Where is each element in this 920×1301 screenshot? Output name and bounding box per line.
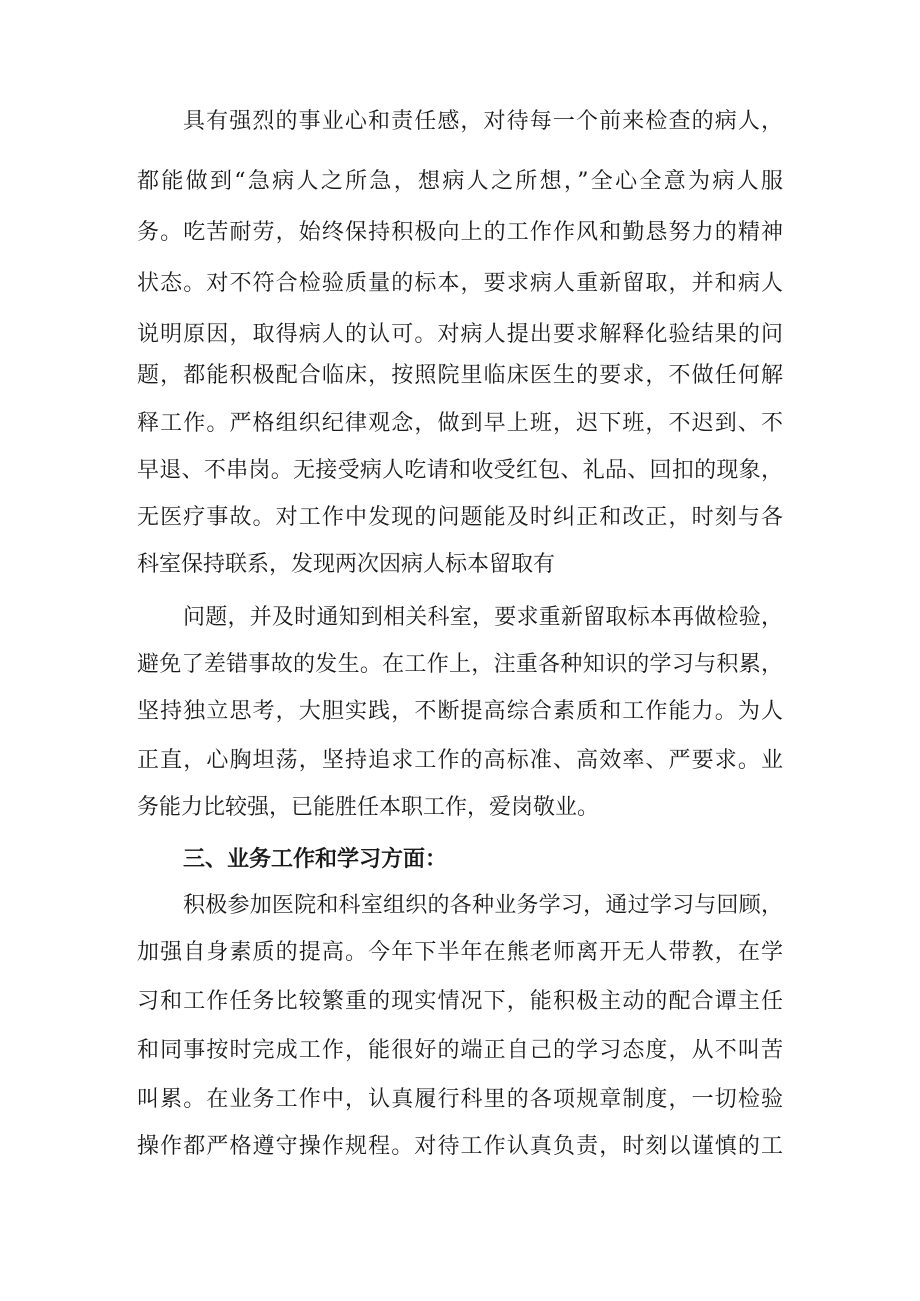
paragraph-2-line-4 bbox=[0, 741, 920, 781]
text-line: 状态。对不符合检验质量的标本，要求病人重新留取，并和病人 bbox=[137, 271, 785, 296]
paragraph-1-line-1 bbox=[0, 102, 920, 142]
text-line: 题，都能积极配合临床，按照院里临床医生的要求，不做任何解 bbox=[137, 363, 785, 388]
text-line: 习和工作任务比较繁重的现实情况下，能积极主动的配合谭主任 bbox=[137, 989, 785, 1014]
paragraph-3-line-4 bbox=[0, 1031, 920, 1071]
paragraph-3-line-1 bbox=[0, 886, 920, 926]
paragraph-1-line-10 bbox=[0, 545, 920, 585]
section-heading bbox=[0, 839, 920, 879]
text-line: 无医疗事故。对工作中发现的问题能及时纠正和改正，时刻与各 bbox=[137, 505, 785, 530]
text-line: 具有强烈的事业心和责任感，对待每一个前来检查的病人， bbox=[183, 109, 785, 134]
text-line: 坚持独立思考，大胆实践，不断提高综合素质和工作能力。为人 bbox=[137, 699, 785, 724]
paragraph-3-line-2 bbox=[0, 933, 920, 973]
section-heading-text: 三、业务工作和学习方面： bbox=[183, 846, 448, 872]
text-line: 正直，心胸坦荡，坚持追求工作的高标准、高效率、严要求。业 bbox=[137, 748, 785, 773]
paragraph-1-line-9 bbox=[0, 498, 920, 538]
paragraph-2-line-2 bbox=[0, 645, 920, 685]
paragraph-2-line-3 bbox=[0, 692, 920, 732]
paragraph-3-line-3 bbox=[0, 982, 920, 1022]
text-line: 问题，并及时通知到相关科室，要求重新留取标本再做检验， bbox=[183, 605, 784, 630]
paragraph-2-line-5 bbox=[0, 788, 920, 828]
text-line: 和同事按时完成工作，能很好的端正自己的学习态度，从不叫苦 bbox=[137, 1038, 785, 1063]
paragraph-2-line-1 bbox=[0, 598, 920, 638]
paragraph-1-line-5 bbox=[0, 315, 920, 355]
text-line: 释工作。严格组织纪律观念，做到早上班，迟下班，不迟到、不 bbox=[137, 411, 785, 436]
text-line: 务。吃苦耐劳，始终保持积极向上的工作作风和勤恳努力的精神 bbox=[137, 220, 785, 245]
text-line: 都能做到“急病人之所急，想病人之所想，”全心全意为病人服 bbox=[137, 169, 786, 194]
text-line: 科室保持联系，发现两次因病人标本留取有 bbox=[137, 552, 556, 577]
paragraph-3-line-5 bbox=[0, 1080, 920, 1120]
paragraph-1-line-7 bbox=[0, 404, 920, 444]
text-line: 加强自身素质的提高。今年下半年在熊老师离开无人带教，在学 bbox=[137, 940, 785, 965]
text-line: 务能力比较强，已能胜任本职工作，爱岗敬业。 bbox=[137, 795, 600, 820]
text-line: 早退、不串岗。无接受病人吃请和收受红包、礼品、回扣的现象， bbox=[137, 458, 784, 483]
text-line: 叫累。在业务工作中，认真履行科里的各项规章制度，一切检验 bbox=[137, 1087, 785, 1112]
text-line: 积极参加医院和科室组织的各种业务学习，通过学习与回顾， bbox=[183, 893, 784, 918]
text-line: 操作都严格遵守操作规程。对待工作认真负责，时刻以谨慎的工 bbox=[137, 1134, 785, 1159]
paragraph-3-line-6 bbox=[0, 1127, 920, 1167]
text-line: 说明原因，取得病人的认可。对病人提出要求解释化验结果的问 bbox=[137, 322, 785, 347]
text-line: 避免了差错事故的发生。在工作上，注重各种知识的学习与积累， bbox=[137, 652, 784, 677]
paragraph-1-line-2 bbox=[0, 162, 920, 202]
paragraph-1-line-3 bbox=[0, 213, 920, 253]
paragraph-1-line-4 bbox=[0, 264, 920, 304]
paragraph-1-line-6 bbox=[0, 356, 920, 396]
paragraph-1-line-8 bbox=[0, 451, 920, 491]
